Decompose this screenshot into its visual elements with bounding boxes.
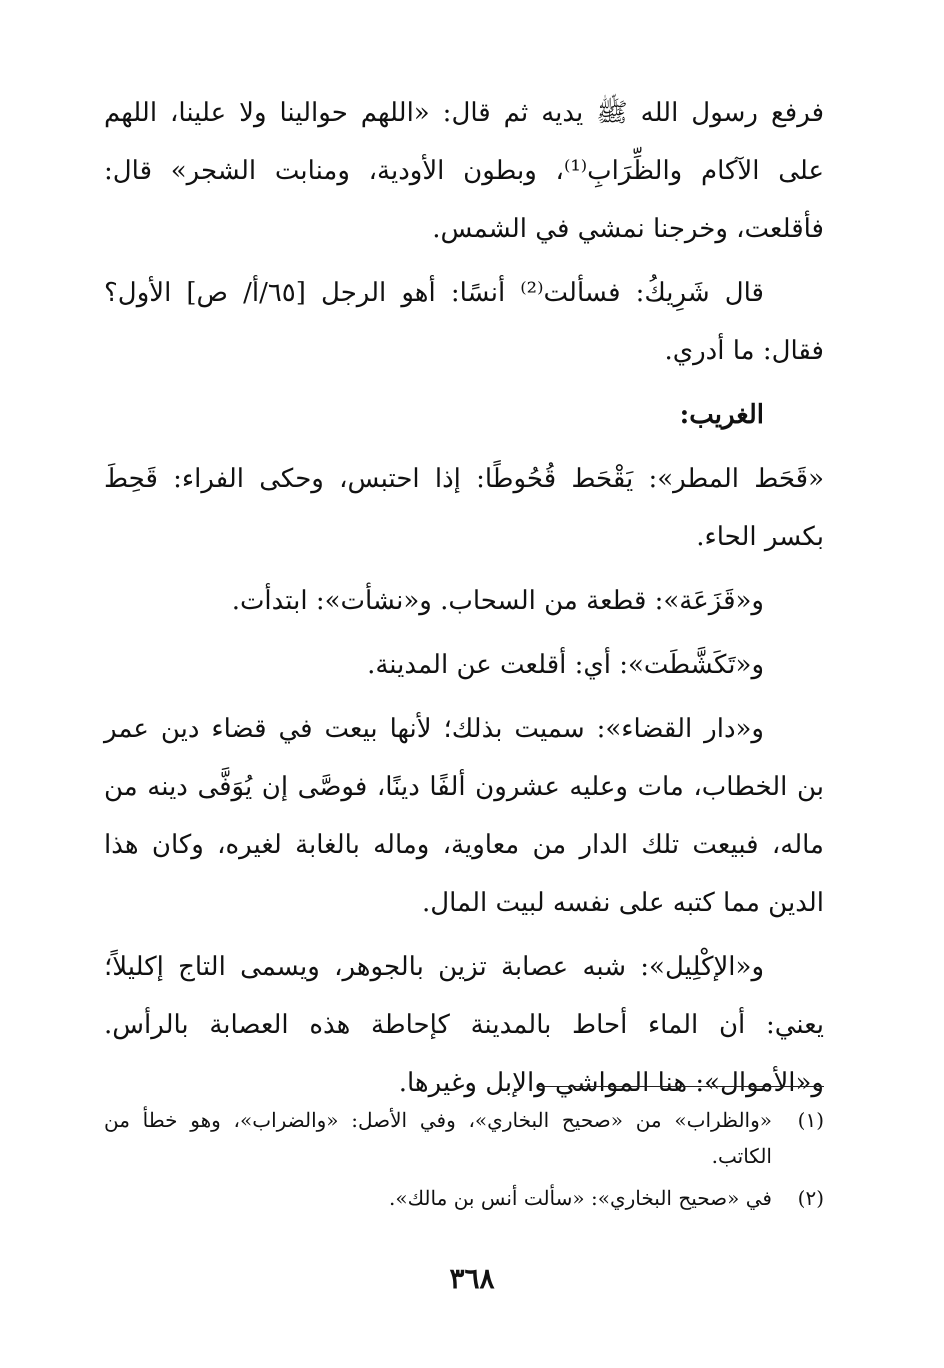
paragraph-qahat: «قَحَط المطر»: يَقْحَط قُحُوطًا: إذا احتبس، وحكى الفراء: قَحِطَ بكسر الحاء.: [104, 464, 824, 552]
paragraph-qazaa: و«قَزَعَة»: قطعة من السحاب. و«نشأت»: ابتدأت.: [231, 586, 764, 616]
main-text: [104, 84, 824, 1118]
footnote-text: في «صحيح البخاري»: «سألت أنس بن مالك».: [388, 1186, 772, 1210]
footnote-number: (١): [797, 1108, 824, 1132]
paragraph-hadith-end: فرفع رسول الله ﷺ يديه ثم قال: «اللهم حوالينا ولا علينا، اللهم على الآكام والظِّرَابِ⁽¹⁾، وبطون الأودية، ومنابت الشجر» قال: فأقلعت، وخرجنا نمشي في الشمس.: [104, 98, 824, 244]
footnote-1: [104, 1102, 824, 1174]
paragraph-sharik: قال شَرِيكُ: فسألت⁽²⁾ أنسًا: أهو الرجل [٦٥/أ/ ص] الأول؟ فقال: ما أدري.: [104, 278, 824, 366]
paragraph-takashatat: و«تَكَشَّطَت»: أي: أقلعت عن المدينة.: [367, 650, 764, 680]
footnote-text: «والظراب» من «صحيح البخاري»، وفي الأصل: «والضراب»، وهو خطأ من الكاتب.: [104, 1108, 772, 1168]
section-heading: الغريب:: [679, 400, 764, 430]
paragraph-iklil: و«الإكْلِيل»: شبه عصابة تزين بالجوهر، ويسمى التاج إكليلاً؛ يعني: أن الماء أحاط بالمدينة كإحاطة هذه العصابة بالرأس. و«الأموال»: هنا المواشي والإبل وغيرها.: [104, 952, 824, 1098]
paragraph-dar-alqada: و«دار القضاء»: سميت بذلك؛ لأنها بيعت في قضاء دين عمر بن الخطاب، مات وعليه عشرون ألفًا دينًا، فوصَّى إن يُوَفَّى دينه من ماله، فبيعت تلك الدار من معاوية، وماله بالغابة لغيره، وكان هذا الدين مما كتبه على نفسه لبيت المال.: [104, 714, 824, 918]
footnotes: [104, 1102, 824, 1222]
footnote-separator: [538, 1086, 824, 1087]
footnote-number: (٢): [797, 1186, 824, 1210]
page-number: ٣٦٨: [449, 1262, 495, 1295]
footnote-2: [104, 1180, 824, 1216]
